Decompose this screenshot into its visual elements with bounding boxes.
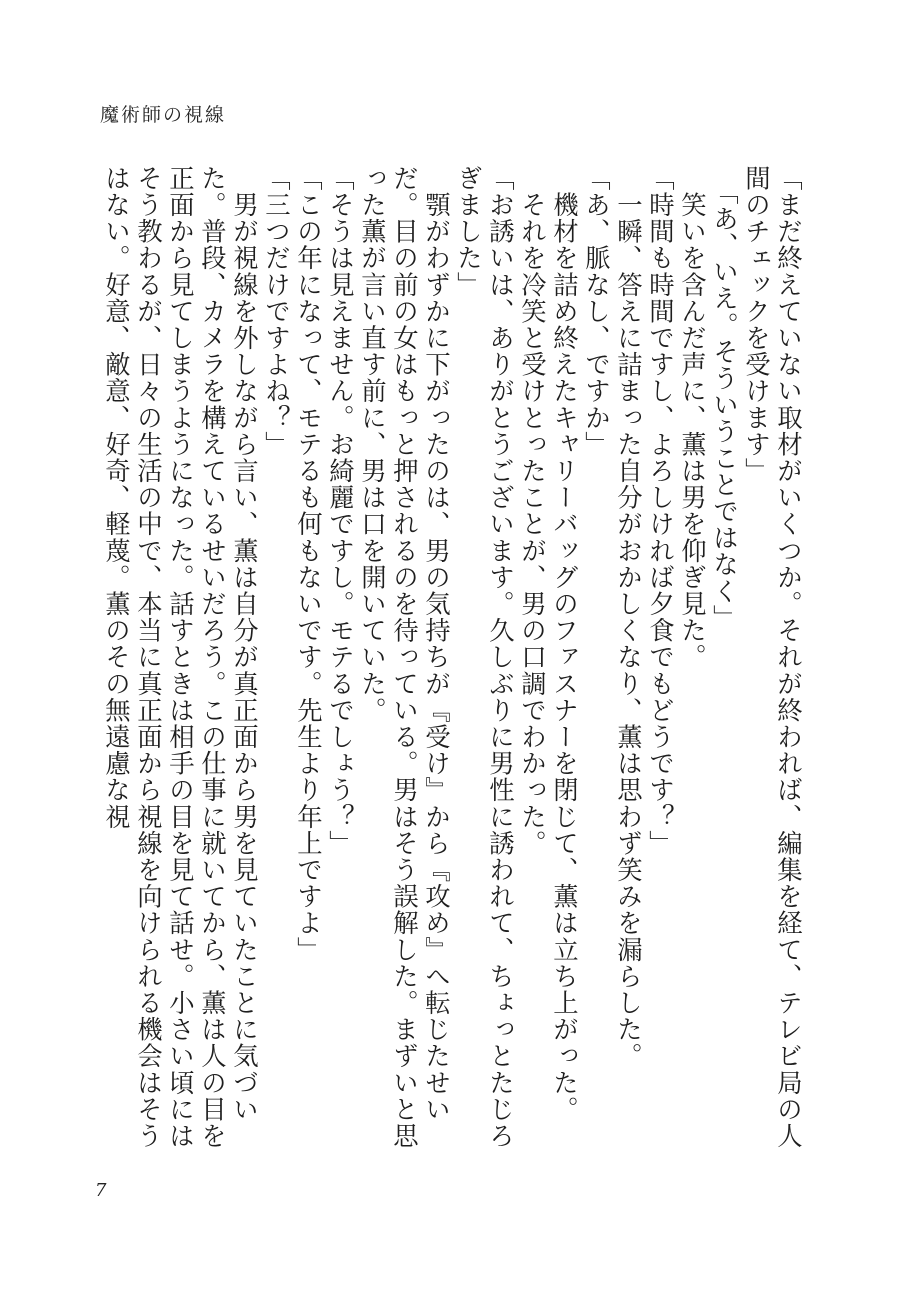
paragraph: 「あ、いえ。そういうことではなく」	[710, 165, 740, 632]
body-text	[85, 165, 805, 1150]
paragraph: 笑いを含んだ声に、薫は男を仰ぎ見た。	[678, 165, 708, 671]
paragraph: 「あ、脈なし、ですか」	[582, 165, 612, 458]
running-title: 魔術師の視線	[100, 104, 227, 126]
paragraph: 一瞬、答えに詰まった自分がおかしくなり、薫は思わず笑みを漏らした。	[614, 165, 644, 1070]
paragraph: 「まだ終えていない取材がいくつか。それが終われば、編集を経て、テレビ局の人間のチェックを受けます」	[742, 165, 804, 1150]
paragraph: 顎がわずかに下がったのは、男の気持ちが『受け』から『攻め』へ転じたせいだ。目の前の女はもっと押されるのを待っている。男はそう誤解した。まずいと思った薫が言い直す前に、男は口を開いていた。	[358, 165, 452, 1150]
paragraph: 機材を詰め終えたキャリーバッグのファスナーを閉じて、薫は立ち上がった。	[550, 165, 580, 1123]
paragraph: 「この年になって、モテるも何もないです。先生より年上ですよ」	[294, 165, 324, 963]
paragraph: 「お誘いは、ありがとうございます。久しぶりに男性に誘われて、ちょっとたじろぎました」	[454, 165, 516, 1150]
paragraph: それを冷笑と受けとったことが、男の口調でわかった。	[518, 165, 548, 857]
page-number: 7	[95, 1180, 107, 1201]
paragraph: 男が視線を外しながら言い、薫は自分が真正面から男を見ていたことに気づいた。普段、カメラを構えているせいだろう。この仕事に就いてから、薫は人の目を正面から見てしまうようになった。話すときは相手の目を見て話せ。小さい頃にはそう教わるが、日々の生活の中で、本当に真正面から視線を向けられる機会はそうはない。好意、敵意、好奇、軽蔑。薫のその無遠慮な視	[102, 165, 260, 1150]
paragraph: 「三つだけですよね？」	[262, 165, 292, 458]
paragraph: 「そうは見えません。お綺麗ですし。モテるでしょう？」	[326, 165, 356, 857]
paragraph: 「時間も時間ですし、よろしければ夕食でもどうです？」	[646, 165, 676, 857]
